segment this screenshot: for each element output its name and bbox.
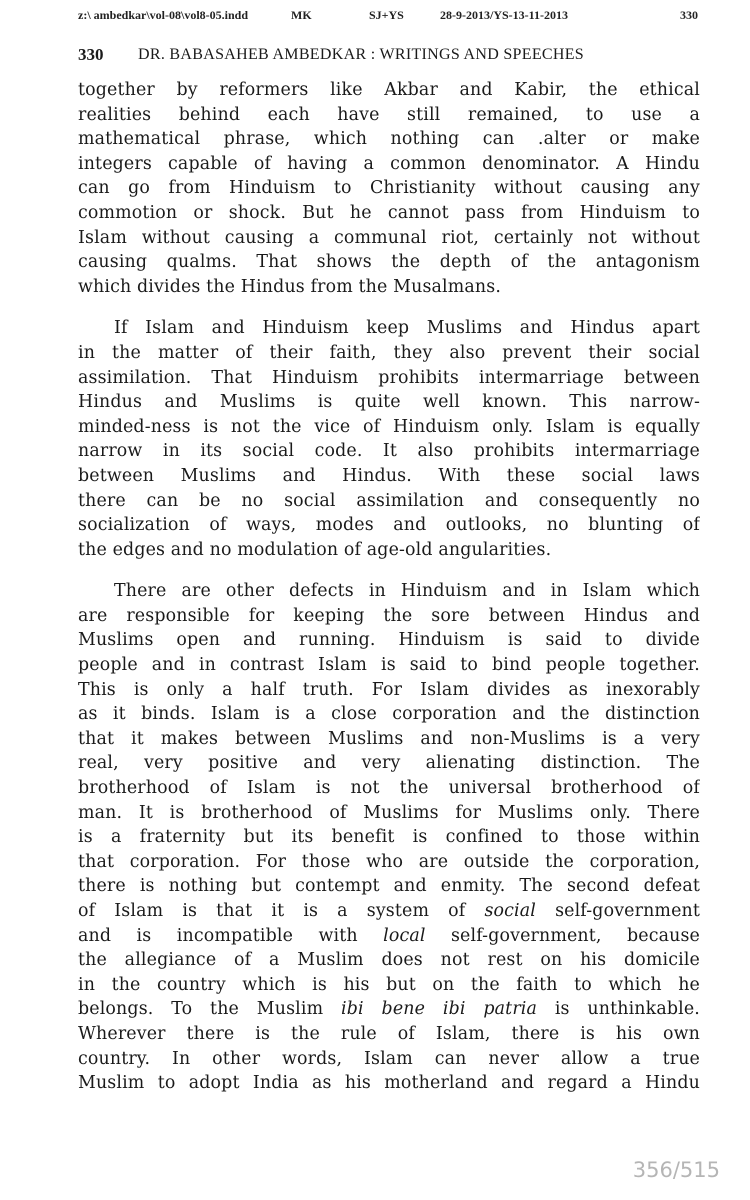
slug-file-path: z:\ ambedkar\vol-08\vol8-05.indd xyxy=(78,8,249,22)
text-line: Wherever there is the rule of Islam, there is his own xyxy=(78,1023,700,1044)
text-line: brotherhood of Islam is not the universal brotherhood of xyxy=(78,778,700,799)
text-line: there is nothing but contempt and enmity. The second defeat xyxy=(78,876,700,897)
slug-operator: MK xyxy=(291,8,312,22)
text-line: people and in contrast Islam is said to bind people together. xyxy=(78,655,700,676)
text-line: commotion or shock. But he cannot pass from Hinduism to xyxy=(78,202,700,223)
text-line: as it binds. Islam is a close corporation and the distinction xyxy=(78,704,700,725)
text-segment: self-government xyxy=(536,901,700,921)
text-line: Muslim to adopt India as his motherland and regard a Hindu xyxy=(78,1073,700,1094)
text-line: Islam without causing a communal riot, certainly not without xyxy=(78,227,700,248)
slug-page-number: 330 xyxy=(680,8,698,22)
text-line: that it makes between Muslims and non-Muslims is a very xyxy=(78,728,700,749)
text-segment: of Islam is that it is a system of xyxy=(78,901,485,921)
text-line xyxy=(78,899,700,924)
running-head-title: DR. BABASAHEB AMBEDKAR : WRITINGS AND SPEECHES xyxy=(138,46,585,63)
text-line xyxy=(78,924,700,949)
text-line: between Muslims and Hindus. With these social laws xyxy=(78,465,700,486)
text-line: narrow in its social code. It also prohibits intermarriage xyxy=(78,441,700,462)
text-line xyxy=(78,997,700,1022)
paragraph xyxy=(78,316,700,562)
text-segment: is unthinkable. xyxy=(537,999,700,1020)
text-line: socialization of ways, modes and outlooks, no blunting of xyxy=(78,515,700,536)
text-line: can go from Hinduism to Christianity without causing any xyxy=(78,178,700,199)
text-line: Hindus and Muslims is quite well known. This narrow- xyxy=(78,392,700,413)
text-line: the edges and no modulation of age-old angularities. xyxy=(78,539,552,560)
text-line: there can be no social assimilation and consequently no xyxy=(78,490,700,511)
text-segment: and is incompatible with xyxy=(78,925,384,946)
text-line: minded-ness is not the vice of Hinduism only. Islam is equally xyxy=(78,416,700,437)
text-line: together by reformers like Akbar and Kabir, the ethical xyxy=(78,80,700,100)
text-line: Muslims open and running. Hinduism is said to divide xyxy=(78,630,700,651)
text-line: assimilation. That Hinduism prohibits intermarriage between xyxy=(78,367,700,388)
text-line: is a fraternity but its benefit is confined to those within xyxy=(78,827,700,848)
text-line: man. It is brotherhood of Muslims for Muslims only. There xyxy=(78,802,700,823)
text-segment: belongs. To the Muslim xyxy=(78,999,342,1020)
folio-page-number: 330 xyxy=(78,45,104,64)
text-line: in the country which is his but on the faith to which he xyxy=(78,974,700,995)
slug-proof: SJ+YS xyxy=(369,8,404,22)
text-line: are responsible for keeping the sore between Hindus and xyxy=(78,605,700,626)
slug-dates: 28-9-2013/YS-13-11-2013 xyxy=(440,8,568,22)
paragraph xyxy=(78,579,700,1095)
page-counter: 356/515 xyxy=(632,1158,720,1182)
italic-term: local xyxy=(383,925,426,946)
text-line: This is only a half truth. For Islam divides as inexorably xyxy=(78,679,700,700)
text-line: which divides the Hindus from the Musalmans. xyxy=(78,276,502,297)
running-head xyxy=(78,45,698,67)
paragraph xyxy=(78,78,700,299)
text-line: that corporation. For those who are outside the corporation, xyxy=(78,851,700,872)
body-text xyxy=(78,78,700,1113)
text-line: integers capable of having a common denominator. A Hindu xyxy=(78,153,700,174)
italic-term: social xyxy=(484,901,536,921)
print-slug-line xyxy=(78,8,698,24)
text-line: If Islam and Hinduism keep Muslims and Hindus apart xyxy=(114,318,700,339)
text-line: causing qualms. That shows the depth of the antagonism xyxy=(78,252,700,273)
text-line: mathematical phrase, which nothing can .alter or make xyxy=(78,129,700,150)
text-line: the allegiance of a Muslim does not rest on his domicile xyxy=(78,950,700,971)
text-line: real, very positive and very alienating distinction. The xyxy=(78,753,700,774)
text-segment: self-government, because xyxy=(425,925,700,946)
text-line: in the matter of their faith, they also prevent their social xyxy=(78,342,700,363)
text-line: country. In other words, Islam can never allow a true xyxy=(78,1048,700,1069)
italic-term: ibi bene ibi patria xyxy=(341,999,538,1020)
text-line: realities behind each have still remained, to use a xyxy=(78,104,700,125)
text-line: There are other defects in Hinduism and in Islam which xyxy=(114,581,700,602)
